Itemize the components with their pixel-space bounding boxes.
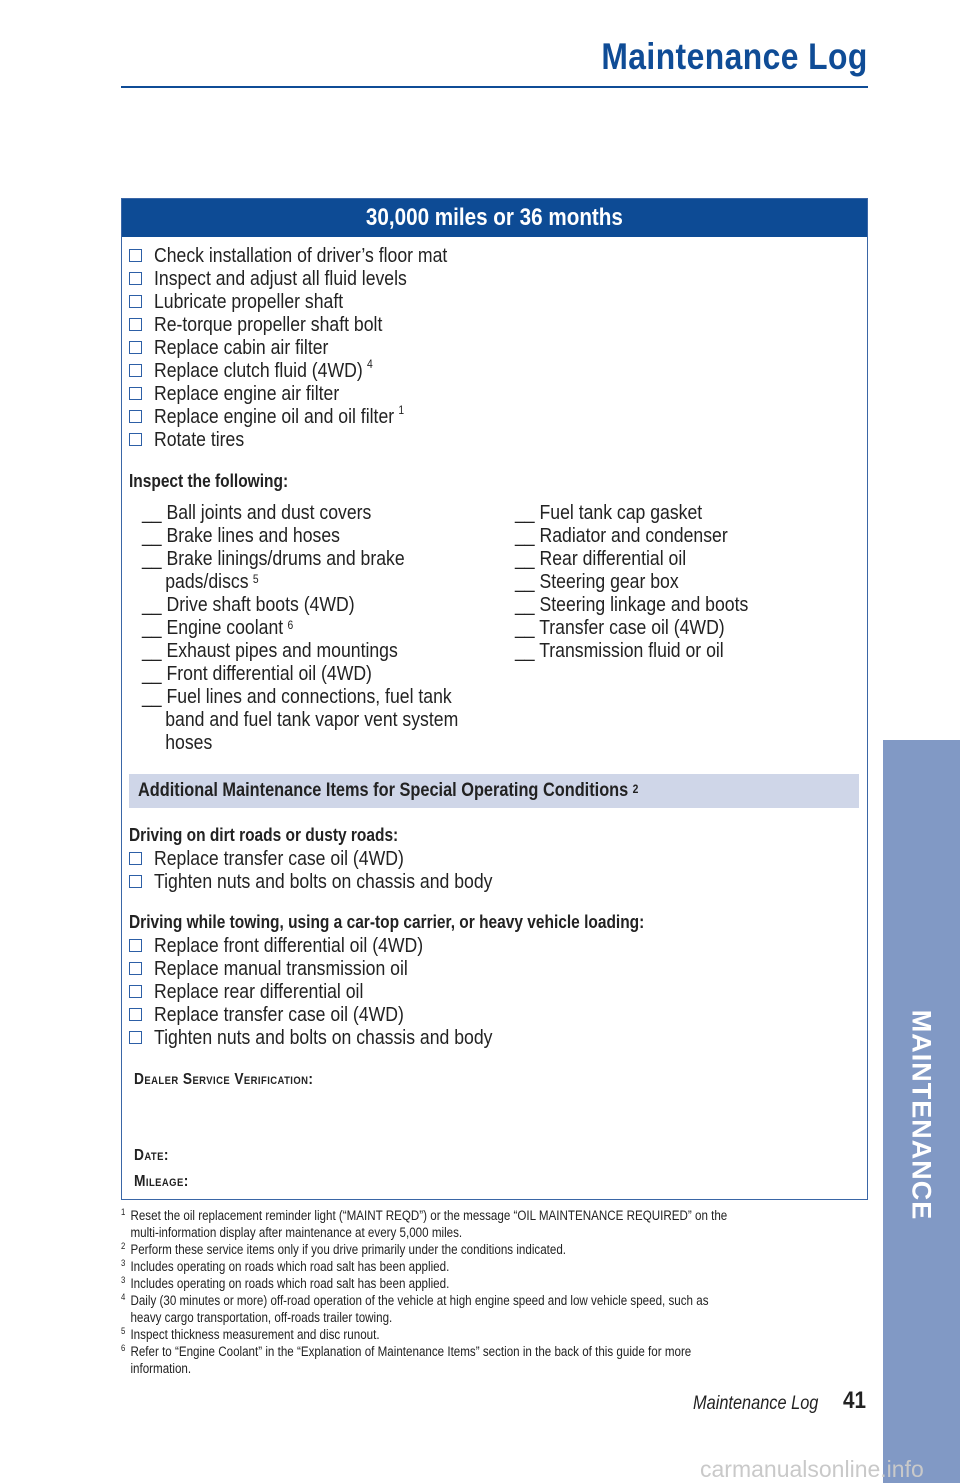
checkbox-icon[interactable] xyxy=(129,249,142,262)
footnote-text: Includes operating on roads which road salt has been applied. xyxy=(130,1259,450,1274)
checklist-item xyxy=(129,957,548,980)
checklist-item xyxy=(129,1003,548,1026)
checkbox-icon[interactable] xyxy=(129,410,142,423)
checklist-item-label: Replace clutch fluid (4WD) $^4$ xyxy=(154,356,373,382)
page-number: 41 xyxy=(843,1387,866,1414)
special-conditions-bar xyxy=(129,774,859,808)
footnote xyxy=(121,1343,757,1377)
inspect-item: __ Fuel lines and connections, fuel tank xyxy=(142,685,452,708)
footnote-ref: 4 xyxy=(366,356,373,371)
inspect-item: __ Steering linkage and boots xyxy=(515,593,749,616)
checkbox-icon[interactable] xyxy=(129,1031,142,1044)
inspect-item: __ Engine coolant $^6$ xyxy=(142,616,294,639)
title-divider xyxy=(121,86,868,88)
checklist-item-label: Inspect and adjust all fluid levels xyxy=(154,266,407,290)
dirt-roads-heading: Driving on dirt roads or dusty roads: xyxy=(129,825,399,845)
checklist-item-label: Lubricate propeller shaft xyxy=(154,289,344,313)
inspect-item: __ Radiator and condenser xyxy=(515,524,728,547)
inspect-item: __ Fuel tank cap gasket xyxy=(515,501,703,524)
date-label: Date: xyxy=(134,1147,169,1164)
checklist-item-label: Replace transfer case oil (4WD) xyxy=(154,846,404,870)
footnote xyxy=(121,1275,757,1292)
inspect-item: __ Transfer case oil (4WD) xyxy=(515,616,725,639)
footnote xyxy=(121,1292,757,1326)
checklist-item-label: Check installation of driver’s floor mat xyxy=(154,243,448,267)
inspect-heading: Inspect the following: xyxy=(129,471,289,491)
checkbox-icon[interactable] xyxy=(129,364,142,377)
checkbox-icon[interactable] xyxy=(129,433,142,446)
maintenance-log-box xyxy=(121,198,868,1200)
side-section-label: MAINTENANCE xyxy=(906,1009,937,1221)
checklist-item-label: Replace front differential oil (4WD) xyxy=(154,933,424,957)
inspect-item: __ Brake linings/drums and brake xyxy=(142,547,405,570)
inspect-item: band and fuel tank vapor vent system xyxy=(165,708,459,731)
dealer-verification-label: Dealer Service Verification: xyxy=(134,1071,314,1088)
checklist-item-label: Replace rear differential oil xyxy=(154,979,364,1003)
checklist-item xyxy=(129,313,495,336)
checklist-item-label: Tighten nuts and bolts on chassis and body xyxy=(154,869,493,893)
watermark: carmanualsonline.info xyxy=(700,1456,924,1482)
checklist-item xyxy=(129,290,495,313)
checklist-item-label: Rotate tires xyxy=(154,427,245,451)
special-conditions-heading: Additional Maintenance Items for Special Operating Conditions $^2$ xyxy=(138,780,639,801)
inspect-item: __ Front differential oil (4WD) xyxy=(142,662,372,685)
checklist-item-label: Replace manual transmission oil xyxy=(154,956,408,980)
checklist-item-label: Replace cabin air filter xyxy=(154,335,329,359)
checkbox-icon[interactable] xyxy=(129,985,142,998)
checklist-item-label: Replace engine oil and oil filter $^1$ xyxy=(154,402,405,428)
checklist-item-label: Replace engine air filter xyxy=(154,381,340,405)
checkbox-icon[interactable] xyxy=(129,962,142,975)
footnote xyxy=(121,1241,757,1258)
footnote-ref: 5 xyxy=(252,572,259,586)
checkbox-icon[interactable] xyxy=(129,1008,142,1021)
checklist-item xyxy=(129,870,548,893)
checkbox-icon[interactable] xyxy=(129,318,142,331)
footnotes xyxy=(121,1207,861,1377)
checklist-item xyxy=(129,934,548,957)
inspect-item: pads/discs $^5$ xyxy=(165,570,259,593)
checklist-item xyxy=(129,1026,548,1049)
footnote-ref: 1 xyxy=(398,402,405,417)
footnote-text: information. xyxy=(130,1361,192,1376)
inspect-item: hoses xyxy=(165,731,213,754)
inspect-item: __ Ball joints and dust covers xyxy=(142,501,372,524)
inspect-item: __ Steering gear box xyxy=(515,570,679,593)
footnote-number: 4 xyxy=(121,1292,126,1302)
page-title: Maintenance Log xyxy=(601,36,868,77)
checklist-item xyxy=(129,980,548,1003)
checkbox-icon[interactable] xyxy=(129,875,142,888)
towing-checklist xyxy=(129,934,548,1049)
checklist-item-label: Tighten nuts and bolts on chassis and body xyxy=(154,1025,493,1049)
checkbox-icon[interactable] xyxy=(129,387,142,400)
inspect-item: __ Transmission fluid or oil xyxy=(515,639,724,662)
footnote xyxy=(121,1326,757,1343)
footnote-number: 1 xyxy=(121,1207,126,1217)
footnote xyxy=(121,1207,757,1241)
checklist-item xyxy=(129,244,495,267)
checklist-item xyxy=(129,382,495,405)
footnote-text: Refer to “Engine Coolant” in the “Explanation of Maintenance Items” section in the back of this guide for more xyxy=(130,1344,692,1359)
checklist-item xyxy=(129,847,548,870)
checklist-item-label: Replace transfer case oil (4WD) xyxy=(154,1002,404,1026)
towing-heading: Driving while towing, using a car-top carrier, or heavy vehicle loading: xyxy=(129,912,645,932)
dirt-roads-checklist xyxy=(129,847,548,893)
inspect-list-right xyxy=(515,501,786,662)
footnote xyxy=(121,1258,757,1275)
footnote-number: 5 xyxy=(121,1326,126,1336)
checkbox-icon[interactable] xyxy=(129,295,142,308)
special-conditions-footnote-ref: 2 xyxy=(632,782,639,796)
footnote-number: 3 xyxy=(121,1258,126,1268)
service-checklist xyxy=(129,244,495,451)
footnote-text: multi-information display after maintenance at every 5,000 miles. xyxy=(130,1225,463,1240)
footnote-text: Perform these service items only if you drive primarily under the conditions indicated. xyxy=(130,1242,567,1257)
checklist-item xyxy=(129,356,495,382)
checklist-item xyxy=(129,402,495,428)
footnote-text: Reset the oil replacement reminder light (“MAINT REQD”) or the message “OIL MAINTENANCE REQUIRED” on the xyxy=(130,1208,728,1223)
interval-header-text: 30,000 miles or 36 months xyxy=(366,204,623,231)
checklist-item xyxy=(129,428,495,451)
footnote-number: 3 xyxy=(121,1275,126,1285)
checklist-item-label: Re-torque propeller shaft bolt xyxy=(154,312,383,336)
checklist-item xyxy=(129,267,495,290)
inspect-list-left xyxy=(142,501,510,754)
checkbox-icon[interactable] xyxy=(129,939,142,952)
checkbox-icon[interactable] xyxy=(129,341,142,354)
footnote-text: heavy cargo transportation, off-roads trailer towing. xyxy=(130,1310,393,1325)
inspect-item: __ Brake lines and hoses xyxy=(142,524,340,547)
footnote-number: 6 xyxy=(121,1343,126,1353)
footnote-text: Includes operating on roads which road salt has been applied. xyxy=(130,1276,450,1291)
checkbox-icon[interactable] xyxy=(129,272,142,285)
footnote-text: Daily (30 minutes or more) off-road operation of the vehicle at high engine speed and low vehicle speed, such as xyxy=(130,1293,709,1308)
footnote-number: 2 xyxy=(121,1241,126,1251)
inspect-item: __ Rear differential oil xyxy=(515,547,687,570)
footer-section-label: Maintenance Log xyxy=(693,1393,819,1414)
footnote-text: Inspect thickness measurement and disc runout. xyxy=(130,1327,380,1342)
checklist-item xyxy=(129,336,495,359)
inspect-item: __ Exhaust pipes and mountings xyxy=(142,639,398,662)
checkbox-icon[interactable] xyxy=(129,852,142,865)
inspect-item: __ Drive shaft boots (4WD) xyxy=(142,593,355,616)
mileage-label: Mileage: xyxy=(134,1173,189,1190)
interval-header xyxy=(122,199,867,237)
footnote-ref: 6 xyxy=(287,618,294,632)
